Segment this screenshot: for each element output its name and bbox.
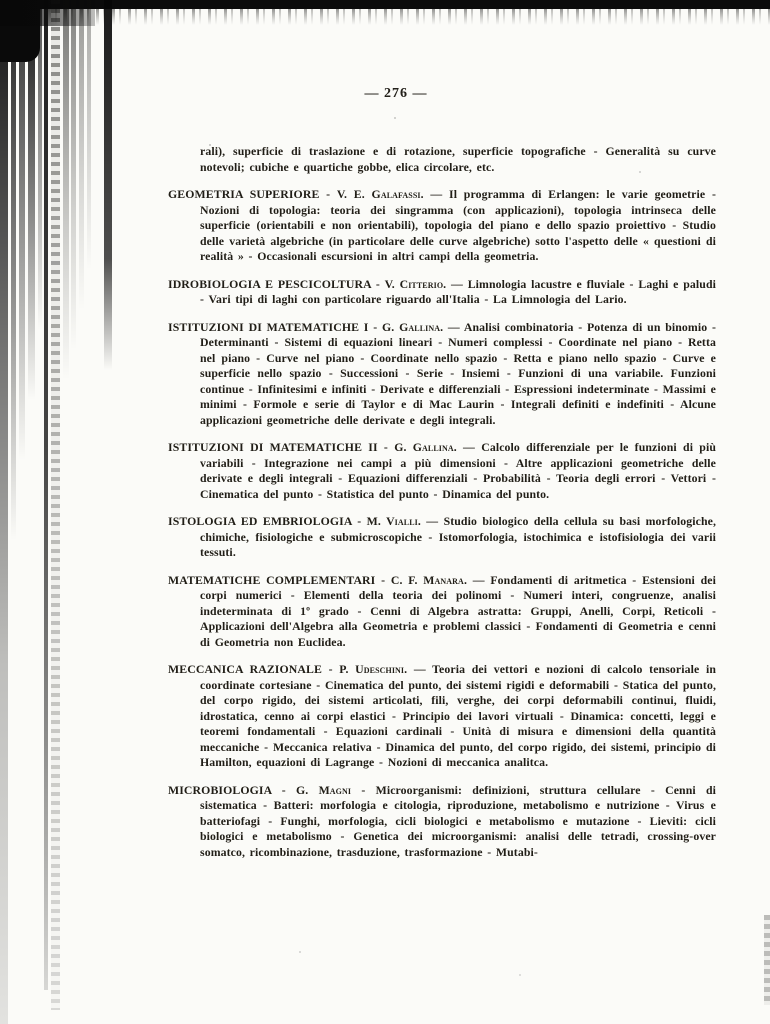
course-description: Calcolo differenziale per le funzioni di più variabili - Integrazione nei campi a più dimensioni - Altre applicazioni geometriche delle derivate e degli integrali - Equazioni differenziali - Probabilità - Teoria degli errori - Vettori - Cinematica del punto - Statistica del punto - Dinamica del punto.: [200, 440, 717, 501]
course-title: GEOMETRIA SUPERIORE: [168, 187, 320, 201]
course-title: MATEMATICHE COMPLEMENTARI: [168, 572, 376, 587]
binding-stripe: [87, 0, 91, 270]
text-block: [168, 144, 716, 872]
course-title: ISTITUZIONI DI MATEMATICHE I: [168, 319, 369, 334]
title-separator: -: [321, 662, 340, 676]
professor-name: V. E. Galafassi: [336, 187, 421, 201]
binding-stripe: [51, 0, 60, 1010]
professor-separator: . —: [417, 514, 444, 528]
book-binding-artifact: [0, 0, 130, 1024]
binding-stripe: [104, 0, 112, 370]
course-description: Teoria dei vettori e nozioni di calcolo tensoriale in coordinate cortesiane - Cinematica del punto, dei sistemi rigidi e deformabili - Statica del punto, del corpo rigido, dei sistemi articolati, fili, verghe, dei corpi deformabili continui, fluidi, idrostatica, cenno ai corpi elastici - Principio dei lavori virtuali - Dinamica: concetti, leggi e teoremi fondamentali - Equazioni cardinali - Unità di misura e dimensioni della quantità meccaniche - Meccanica relativa - Dinamica del punto, del corpo rigido, dei sistemi, principio di Hamilton, equazioni di Lagrange - Nozioni di meccanica analitca.: [200, 662, 716, 769]
course-entry: [168, 440, 716, 502]
professor-name: G. Magni: [296, 782, 352, 797]
title-separator: -: [351, 514, 367, 528]
binding-stripe: [79, 0, 84, 310]
professor-name: V. Citterio: [384, 276, 444, 291]
binding-stripe: [11, 0, 16, 540]
professor-separator: . —: [420, 187, 449, 201]
course-title: MECCANICA RAZIONALE: [168, 662, 322, 676]
course-list: [168, 187, 716, 860]
binding-stripe: [19, 0, 25, 460]
binding-stripe: [71, 0, 76, 350]
course-description: Studio biologico della cellula su basi morfologiche, chimiche, fisiologiche e submicroscopiche - Istomorfologia, istochimica e istofisiologia dei varii tessuti.: [200, 514, 717, 559]
course-entry: [168, 662, 716, 771]
professor-name: P. Udeschini: [339, 662, 405, 676]
course-description: Microorganismi: definizioni, struttura cellulare - Cenni di sistematica - Batteri: morfologia e citologia, riproduzione, metabolismo e nutrizione - Virus e batteriofagi - Funghi, morfologia, cicli biologici e metabolismo e mutazione - Lieviti: cicli biologici e metabolismo - Genetica dei microorganismi: analisi delle tetradi, crossing-over somatco, ricombinazione, trasduzione, trasformazione - Mutabi-: [200, 782, 717, 859]
professor-separator: . —: [443, 276, 468, 291]
course-description: Fondamenti di aritmetica - Estensioni dei corpi numerici - Elementi della teoria dei polinomi - Numeri interi, congruenze, analisi indeterminata di 1º grado - Cenni di Algebra astratta: Gruppi, Anelli, Corpi, Reticoli - Applicazioni dell'Algebra alla Geometria e problemi classici - Fondamenti di Geometria e cenni di Geometria non Euclidea.: [200, 572, 716, 649]
professor-separator: . —: [404, 662, 433, 676]
title-separator: -: [368, 319, 383, 334]
title-separator: -: [371, 276, 385, 291]
course-entry: [168, 320, 716, 429]
course-title: ISTOLOGIA ED EMBRIOLOGIA: [168, 514, 352, 528]
course-entry: [168, 573, 716, 651]
scan-right-smudge-artifact: [764, 915, 770, 1005]
professor-name: C. F. Manara: [390, 572, 464, 587]
course-title: IDROBIOLOGIA E PESCICOLTURA: [168, 276, 372, 291]
title-separator: -: [375, 572, 391, 587]
course-description: Il programma di Erlangen: le varie geometrie - Nozioni di topologia: teoria dei singramma (con applicazioni), topologia intrinseca delle superficie (orientabili e non orientabili), topologia del piano e dello spazio proiettivo - Studio delle varietà algebriche (in particolare delle curve algebriche) sotto l'aspetto delle « questioni di realità » - Occasionali escursioni in altri campi della geometria.: [200, 187, 716, 263]
course-entry: [168, 783, 716, 861]
professor-separator: . —: [463, 572, 491, 587]
professor-separator: . —: [440, 319, 464, 334]
title-separator: -: [271, 782, 297, 797]
binding-stripe: [63, 0, 69, 380]
title-separator: -: [319, 187, 337, 201]
course-description: Analisi combinatoria - Potenza di un binomio - Determinanti - Sistemi di equazioni lineari - Numeri complessi - Coordinate nel piano - Retta nel piano - Curve nel piano - Coordinate nello spazio - Retta e piano nello spazio - Curve e superficie nello spazio - Successioni - Serie - Insiemi - Funzioni di una variabile. Funzioni continue - Infinitesimi e infiniti - Derivate e differenziali - Espressioni indeterminate - Massimi e minimi - Formole e serie di Taylor e di Mac Laurin - Integrali definiti e indefiniti - Alcune applicazioni geometriche delle derivate e degli integrali.: [200, 319, 717, 427]
professor-separator: -: [351, 782, 376, 797]
course-title: ISTITUZIONI DI MATEMATICHE II: [168, 440, 378, 454]
course-description: Limnologia lacustre e fluviale - Laghi e paludi - Vari tipi di laghi con particolare riguardo all'Italia - La Limnologia del Lario.: [200, 276, 717, 306]
course-entry: [168, 514, 716, 561]
course-title: MICROBIOLOGIA: [168, 782, 272, 797]
professor-name: G. Gallina: [394, 440, 454, 454]
page-number: — 276 —: [364, 86, 428, 101]
binding-stripe: [0, 0, 8, 1024]
course-entry: [168, 277, 716, 308]
title-separator: -: [377, 440, 395, 454]
binding-stripe: [44, 0, 48, 990]
course-entry: [168, 187, 716, 265]
continuation-paragraph: rali), superficie di traslazione e di rotazione, superficie topografiche - Generalità su curve notevoli; cubiche e quartiche gobbe, elica circolare, etc.: [200, 144, 716, 174]
professor-name: G. Gallina: [382, 319, 441, 334]
professor-separator: . —: [453, 440, 482, 454]
professor-name: M. Vialli: [366, 514, 418, 528]
binding-corner-wash: [0, 0, 95, 26]
